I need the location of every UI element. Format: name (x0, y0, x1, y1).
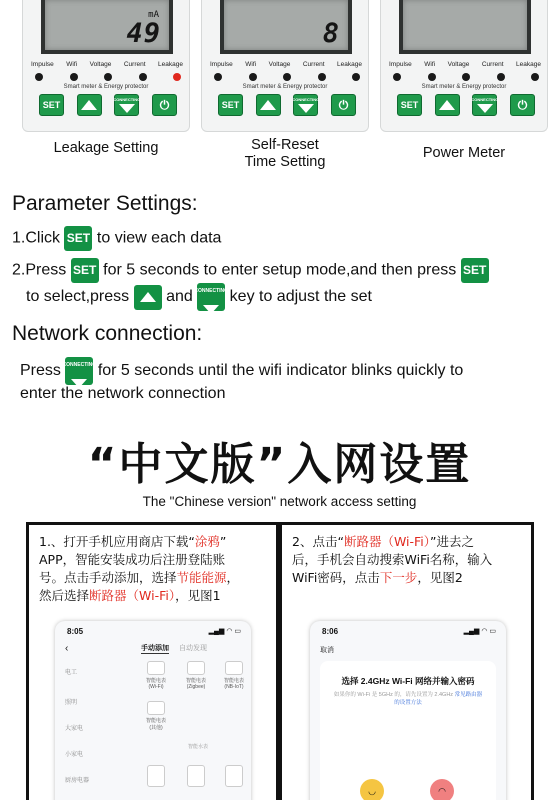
device-panels (0, 0, 559, 178)
device-screen (220, 0, 352, 54)
indicator-labels: Impulse Wifi Voltage Current Leakage (389, 61, 541, 68)
network-connection-heading: Network connection: (12, 322, 203, 345)
param-step-2-line-1: 2.Press SET for 5 seconds to enter setup mode,and then press SET (12, 258, 489, 283)
power-icon: ⏻ (517, 97, 528, 112)
device-self-reset: 8 Impulse Wifi Voltage Current Leakage Smart meter & Energy protector SET CONNECTING ⏻ (201, 0, 369, 132)
phone-screenshot-2 (310, 621, 506, 800)
device-screen (399, 0, 531, 54)
wifi-card-note: 如果你的 Wi-Fi 是 5GHz 的，请先设置为 2.4GHz 常见路由器的设置方法 (333, 692, 483, 706)
indicator-labels: Impulse Wifi Voltage Current Leakage (31, 61, 183, 68)
signal-wifi-battery-icon: ▂▄▆ ◠ ▭ (463, 628, 496, 635)
meter-device-icon[interactable] (225, 661, 243, 675)
water-meter-icon[interactable] (147, 765, 165, 787)
down-arrow-icon (119, 104, 135, 113)
connecting-button[interactable]: CONNECTING (472, 94, 497, 116)
label-power-meter: Power Meter (422, 145, 506, 161)
power-icon: ⏻ (338, 97, 349, 112)
indicator-leds (393, 73, 539, 81)
network-line-1: Press CONNECTING for 5 seconds until the wifi indicator blinks quickly to (20, 357, 463, 385)
side-item[interactable]: 小家电 (65, 752, 84, 758)
wifi-card (320, 661, 496, 800)
parameter-settings-heading: Parameter Settings: (12, 192, 198, 215)
up-key-icon (134, 285, 162, 310)
label-leakage-setting: Leakage Setting (53, 140, 159, 156)
connecting-key-icon: CONNECTING (65, 357, 93, 385)
leakage-led-red (173, 73, 181, 81)
up-button[interactable] (77, 94, 102, 116)
chinese-title: “中文版”入网设置 (87, 439, 472, 490)
device-screen (41, 0, 173, 54)
connecting-button[interactable]: CONNECTING (114, 94, 139, 116)
set-button[interactable]: SET (397, 94, 422, 116)
back-icon[interactable]: ‹ (65, 643, 69, 654)
up-button[interactable] (435, 94, 460, 116)
power-icon: ⏻ (159, 97, 170, 112)
device-leakage (22, 0, 190, 132)
device-buttons (397, 94, 535, 116)
step-1-box (26, 522, 279, 800)
tab-auto-discover[interactable]: 自动发现 (179, 645, 207, 652)
set-key-icon: SET (64, 226, 92, 251)
device-buttons (39, 94, 177, 116)
chinese-subtitle: The "Chinese version" network access setting (142, 494, 417, 509)
water-meter-icon[interactable] (225, 765, 243, 787)
display-unit: mA (148, 10, 159, 20)
power-button[interactable] (152, 94, 177, 116)
set-key-icon: SET (461, 258, 489, 283)
cancel-button[interactable]: 取消 (320, 647, 334, 654)
indicator-labels: Impulse Wifi Voltage Current Leakage (210, 61, 362, 68)
param-step-1: 1.Click SET to view each data (12, 226, 221, 251)
up-button[interactable] (256, 94, 281, 116)
status-time: 8:05 (67, 627, 84, 636)
indicator-leds (35, 73, 181, 81)
set-button[interactable]: SET (39, 94, 64, 116)
signal-wifi-battery-icon: ▂▄▆ ◠ ▭ (208, 628, 241, 635)
power-button[interactable] (331, 94, 356, 116)
label-self-reset: Self-Reset Time Setting (244, 137, 326, 170)
step-1-text: 1.、打开手机应用商店下载“涂鸦” APP，智能安装成功后注册登陆账 号。点击手动添加，选择节能能源， 然后选择断路器（Wi-Fi），见图1 (39, 534, 240, 603)
step-2-box (279, 522, 534, 800)
step-2-text: 2、点击“断路器（Wi-Fi）”进去之 后，手机会自动搜索WiFi名称，输入 WiFi密码，点击下一步，见图2 (292, 534, 493, 585)
power-button[interactable] (510, 94, 535, 116)
indicator-leds (214, 73, 360, 81)
sad-face-icon: ◠ (430, 779, 454, 800)
display-value: 49 (126, 18, 161, 49)
router-settings-link[interactable]: 常见路由器的设置方法 (394, 692, 483, 706)
down-arrow-icon (477, 104, 493, 113)
side-item[interactable]: 大家电 (65, 726, 84, 732)
tab-manual-add[interactable]: 手动添加 (141, 645, 169, 652)
meter-device-icon[interactable] (147, 661, 165, 675)
section-water-meter: 智能水表 (187, 744, 208, 750)
device-buttons (218, 94, 356, 116)
connecting-button[interactable]: CONNECTING (293, 94, 318, 116)
up-arrow-icon (81, 100, 97, 110)
up-arrow-icon (439, 100, 455, 110)
up-arrow-icon (260, 100, 276, 110)
side-item[interactable]: 厨房电器 (65, 778, 90, 784)
phone-screenshot-1: 8:05 ▂▄▆ ◠ ▭ ‹ 手动添加 自动发现 电工 照明 大家电 小家电 厨房电器 智能电表 (Wi-Fi) 智能电表 (Zigbee) 智能电表 (NB-IoT) 智能电表 (其他) 智能水表 (55, 621, 251, 800)
side-item[interactable]: 照明 (65, 700, 78, 706)
happy-face-icon: ◡ (360, 779, 384, 800)
device-brand: Smart meter & Energy protector (63, 84, 149, 90)
status-time: 8:06 (322, 627, 339, 636)
device-power-meter: Impulse Wifi Voltage Current Leakage Smart meter & Energy protector SET CONNECTING ⏻ (380, 0, 548, 132)
water-meter-icon[interactable] (187, 765, 205, 787)
meter-device-icon[interactable] (187, 661, 205, 675)
connecting-key-icon: CONNECTING (197, 283, 225, 311)
param-step-2-line-2: to select,press and CONNECTING key to adjust the set (26, 283, 372, 311)
set-key-icon: SET (71, 258, 99, 283)
down-arrow-icon (298, 104, 314, 113)
wifi-card-title: 选择 2.4GHz Wi-Fi 网络并输入密码 (341, 676, 475, 686)
meter-device-icon[interactable] (147, 701, 165, 715)
display-value: 8 (322, 18, 340, 49)
set-button[interactable]: SET (218, 94, 243, 116)
side-item[interactable]: 电工 (65, 670, 78, 676)
network-line-2: enter the network connection (20, 385, 226, 402)
